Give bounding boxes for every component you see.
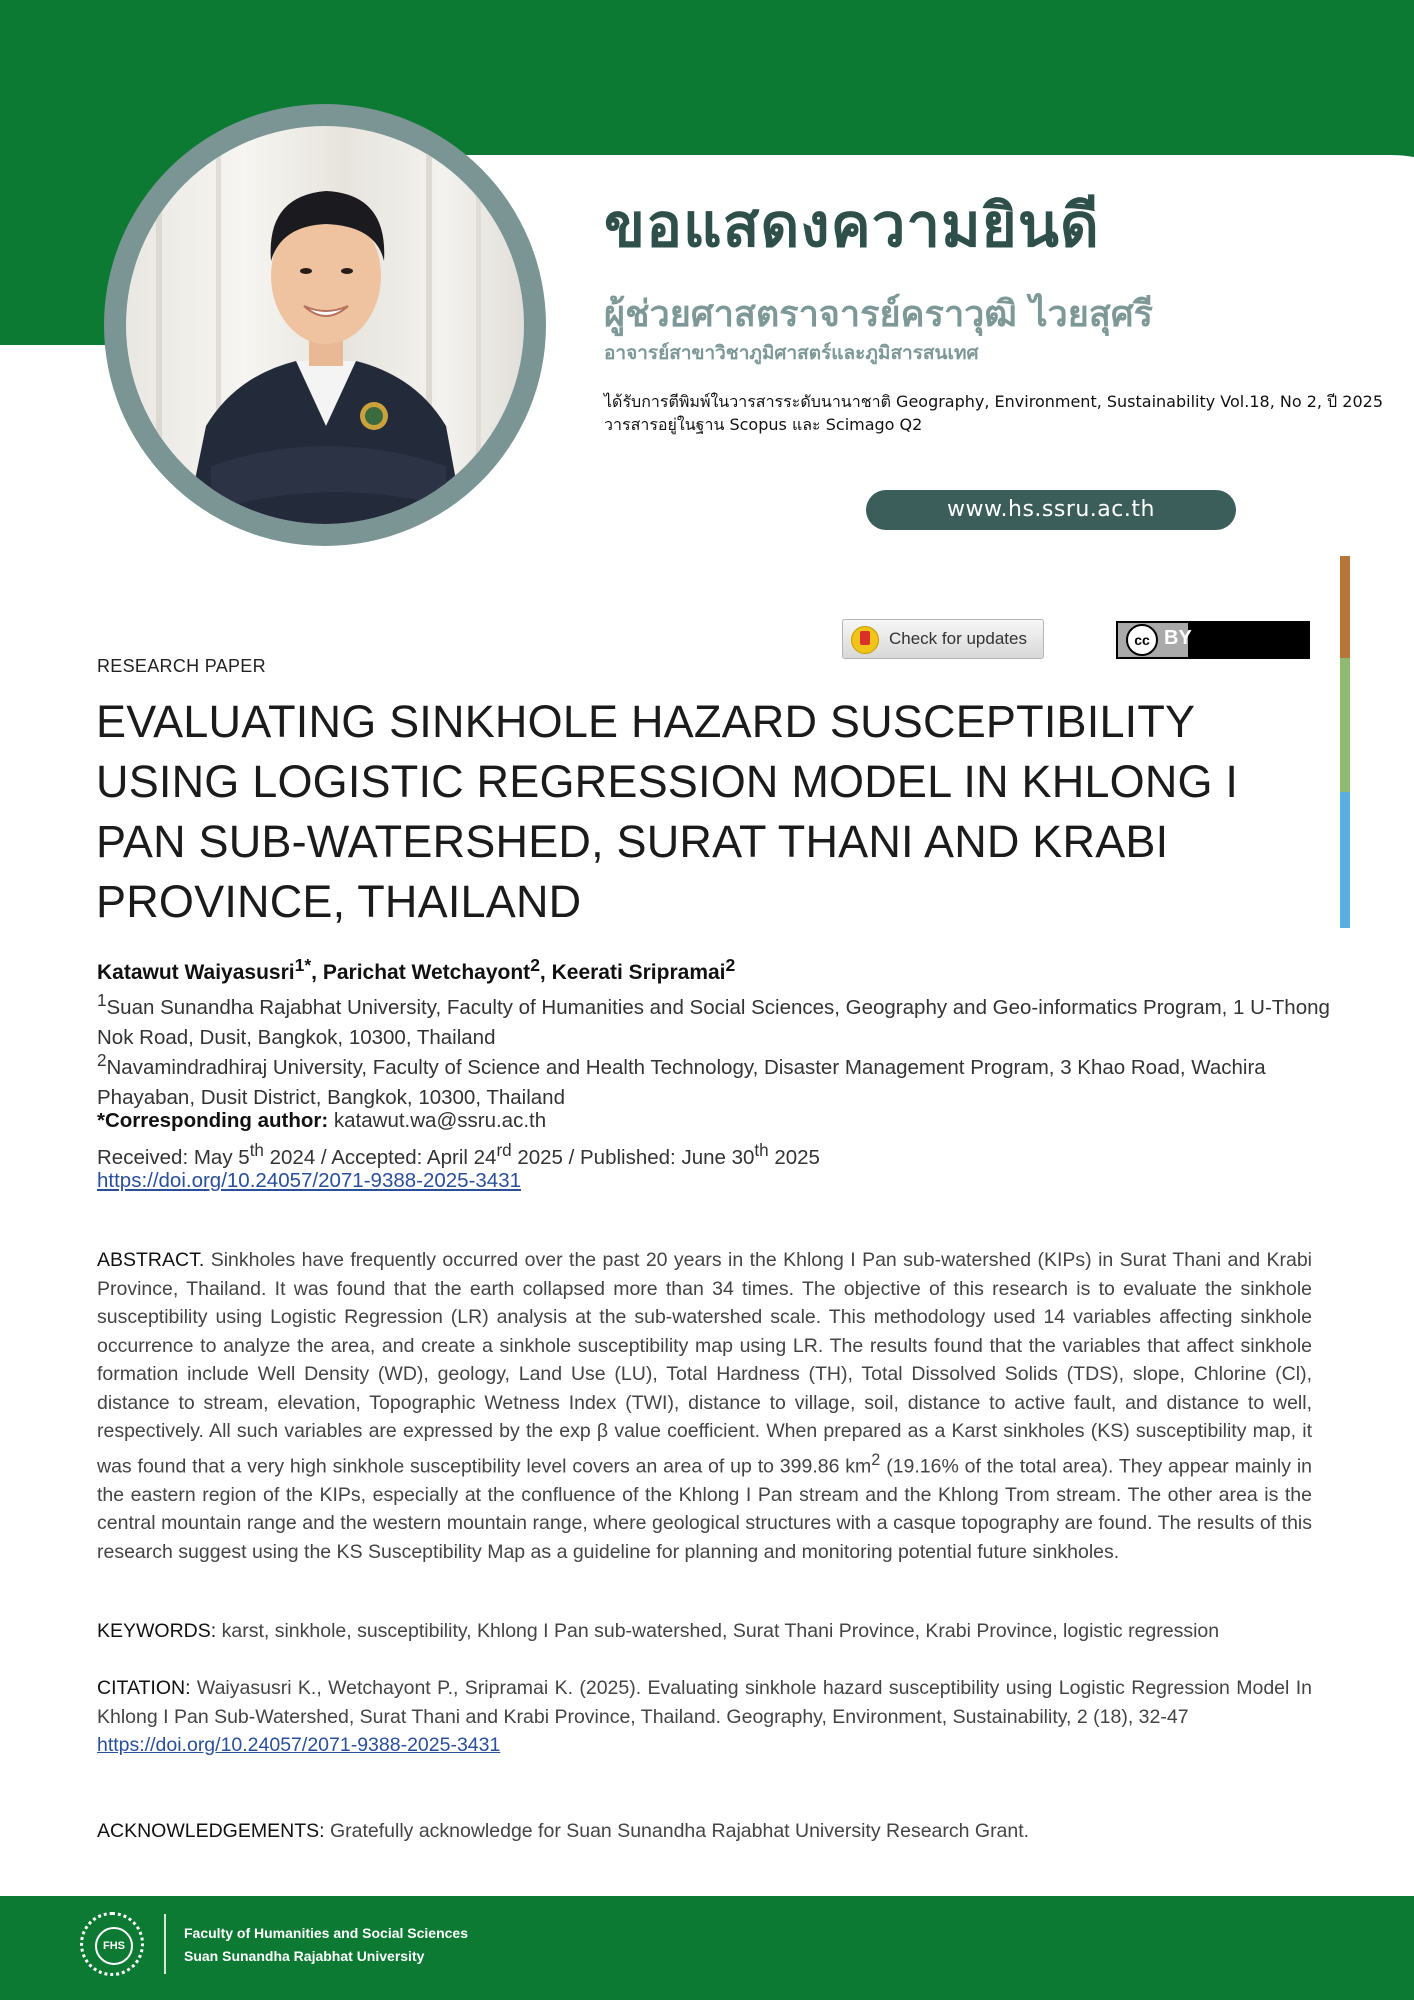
abstract-label: ABSTRACT. bbox=[97, 1249, 205, 1271]
published-date: 2025 / Published: June 30 bbox=[511, 1145, 755, 1169]
corresponding-author bbox=[97, 1106, 1347, 1136]
paper-title: EVALUATING SINKHOLE HAZARD SUSCEPTIBILITY USING LOGISTIC REGRESSION MODEL IN KHLONG I PAN SUB-WATERSHED, SURAT THANI AND KRABI PROVINCE, THAILAND bbox=[96, 696, 1239, 927]
author-3-sup: 2 bbox=[725, 955, 736, 975]
affiliation-2 bbox=[97, 1046, 1347, 1113]
abstract-text-a: Sinkholes have frequently occurred over the past 20 years in the Khlong I Pan sub-watershed (KIPs) in Surat Thani and Krabi Province, Thailand. It was found that the earth collapsed more than 34 times. The objective of this research is to evaluate the sinkhole susceptibility using Logistic Regression (LR) analysis at the sub-watershed scale. This methodology used 14 variables affecting sinkhole occurrence to analyze the area, and create a sinkhole susceptibility map using LR. The results found that the variables that affect sinkhole formation include Well Density (WD), geology, Land Use (LU), Total Hardness (TH), Total Dissolved Solids (TDS), slope, Chlorine (Cl), distance to stream, elevation, Topographic Wetness Index (TWI), distance to village, soil, distance to active fault, and distance to well, respectively. All such variables are expressed by the exp β value coefficient. When prepared as a Karst sinkholes (KS) susceptibility map, it was found that a very high sinkhole susceptibility level covers an area of up to 399.86 km bbox=[97, 1249, 1312, 1477]
authors-line: Katawut Waiyasusri$^{1*}$, Parichat Wetchayont$^2$, Keerati Sripramai$^2$ bbox=[97, 955, 736, 984]
honoree-name: ผู้ช่วยศาสตราจารย์คราวุฒิ ไวยสุศรี bbox=[604, 294, 1154, 335]
cc-icon: cc bbox=[1126, 624, 1158, 656]
affiliation-1-sup: 1 bbox=[97, 991, 107, 1010]
footer-faculty: Faculty of Humanities and Social Sciences bbox=[184, 1925, 468, 1941]
author-1-sup: 1* bbox=[294, 955, 312, 975]
ack-text: Gratefully acknowledge for Suan Sunandha Rajabhat University Research Grant. bbox=[324, 1820, 1030, 1842]
citation-doi-link[interactable]: https://doi.org/10.24057/2071-9388-2025-3431 bbox=[97, 1734, 501, 1756]
keywords bbox=[97, 1617, 1312, 1646]
author-2-sup: 2 bbox=[530, 955, 540, 975]
corresponding-label: *Corresponding author: bbox=[97, 1109, 329, 1132]
affiliation-1-text: Suan Sunandha Rajabhat University, Faculty of Humanities and Social Sciences, Geography and Geo-informatics Program, 1 U-Thong Nok Road, Dusit, Bangkok, 10300, Thailand bbox=[97, 995, 1330, 1049]
ack-label: ACKNOWLEDGEMENTS: bbox=[97, 1820, 325, 1842]
affiliation-1 bbox=[97, 986, 1347, 1053]
check-updates-label: Check for updates bbox=[889, 629, 1027, 648]
website-link[interactable]: www.hs.ssru.ac.th bbox=[866, 490, 1236, 530]
side-accent-blue bbox=[1340, 792, 1350, 928]
corresponding-email[interactable]: katawut.wa@ssru.ac.th bbox=[333, 1109, 547, 1132]
publication-line: ได้รับการตีพิมพ์ในวารสารระดับนานาชาติ Geography, Environment, Sustainability Vol.18, No 2, ปี 2025 bbox=[604, 392, 1384, 411]
side-accent-green bbox=[1340, 658, 1350, 792]
faculty-logo-text: FHS bbox=[95, 1927, 133, 1965]
affiliation-2-sup: 2 bbox=[97, 1051, 107, 1070]
footer-university: Suan Sunandha Rajabhat University bbox=[184, 1948, 425, 1964]
abstract bbox=[97, 1246, 1312, 1566]
citation-label: CITATION: bbox=[97, 1677, 191, 1699]
side-accent-orange bbox=[1340, 556, 1350, 658]
check-for-updates-badge[interactable] bbox=[842, 619, 1044, 659]
abstract-sup: 2 bbox=[871, 1450, 881, 1469]
crossmark-icon bbox=[851, 626, 879, 654]
published-year: 2025 bbox=[768, 1145, 820, 1169]
author-3: Keerati Sripramai bbox=[551, 961, 726, 984]
abstract-text-b: (19.16% of the total area). They appear mainly in the eastern region of the KIPs, especially at the confluence of the Khlong I Pan stream and the Khlong Trom stream. The other area is the central mountain range and the western mountain range, where geological structures with a casque topography are found. The results of this research suggest using the KS Susceptibility Map as a guideline for planning and monitoring potential future sinkholes. bbox=[97, 1455, 1312, 1563]
congratulations-heading: ขอแสดงความยินดี bbox=[604, 191, 1100, 261]
doi-link[interactable]: https://doi.org/10.24057/2071-9388-2025-3431 bbox=[97, 1169, 522, 1192]
portrait-frame bbox=[104, 104, 546, 546]
accepted-sup: rd bbox=[496, 1141, 512, 1160]
faculty-logo-icon bbox=[80, 1912, 144, 1976]
accepted-date: 2024 / Accepted: April 24 bbox=[263, 1145, 497, 1169]
received-date: Received: May 5 bbox=[97, 1145, 250, 1169]
citation bbox=[97, 1674, 1312, 1760]
portrait-photo bbox=[126, 126, 524, 524]
footer-divider bbox=[164, 1914, 166, 1974]
acknowledgements bbox=[97, 1817, 1312, 1846]
cc-by-license-badge[interactable] bbox=[1116, 621, 1310, 659]
doi-line bbox=[97, 1166, 1347, 1196]
author-1: Katawut Waiyasusri bbox=[97, 961, 295, 984]
keywords-label: KEYWORDS: bbox=[97, 1620, 217, 1642]
index-line: วารสารอยู่ในฐาน Scopus และ Scimago Q2 bbox=[604, 415, 923, 434]
received-sup: th bbox=[249, 1141, 264, 1160]
section-label: RESEARCH PAPER bbox=[97, 656, 266, 676]
honoree-role: อาจารย์สาขาวิชาภูมิศาสตร์และภูมิสารสนเทศ bbox=[604, 342, 979, 364]
published-sup: th bbox=[754, 1141, 769, 1160]
cc-by-label: BY bbox=[1164, 627, 1192, 649]
affiliation-2-text: Navamindradhiraj University, Faculty of Science and Health Technology, Disaster Management Program, 3 Khao Road, Wachira Phayaban, Dusit District, Bangkok, 10300, Thailand bbox=[97, 1055, 1266, 1109]
citation-text: Waiyasusri K., Wetchayont P., Sripramai K. (2025). Evaluating sinkhole hazard susceptibility using Logistic Regression Model In Khlong I Pan Sub-Watershed, Surat Thani and Krabi Province, Thailand. Geography, Environment, Sustainability, 2 (18), 32-47 bbox=[97, 1677, 1312, 1728]
author-2: Parichat Wetchayont bbox=[322, 961, 531, 984]
keywords-text: karst, sinkhole, susceptibility, Khlong I Pan sub-watershed, Surat Thani Province, Krabi Province, logistic regression bbox=[216, 1620, 1220, 1642]
